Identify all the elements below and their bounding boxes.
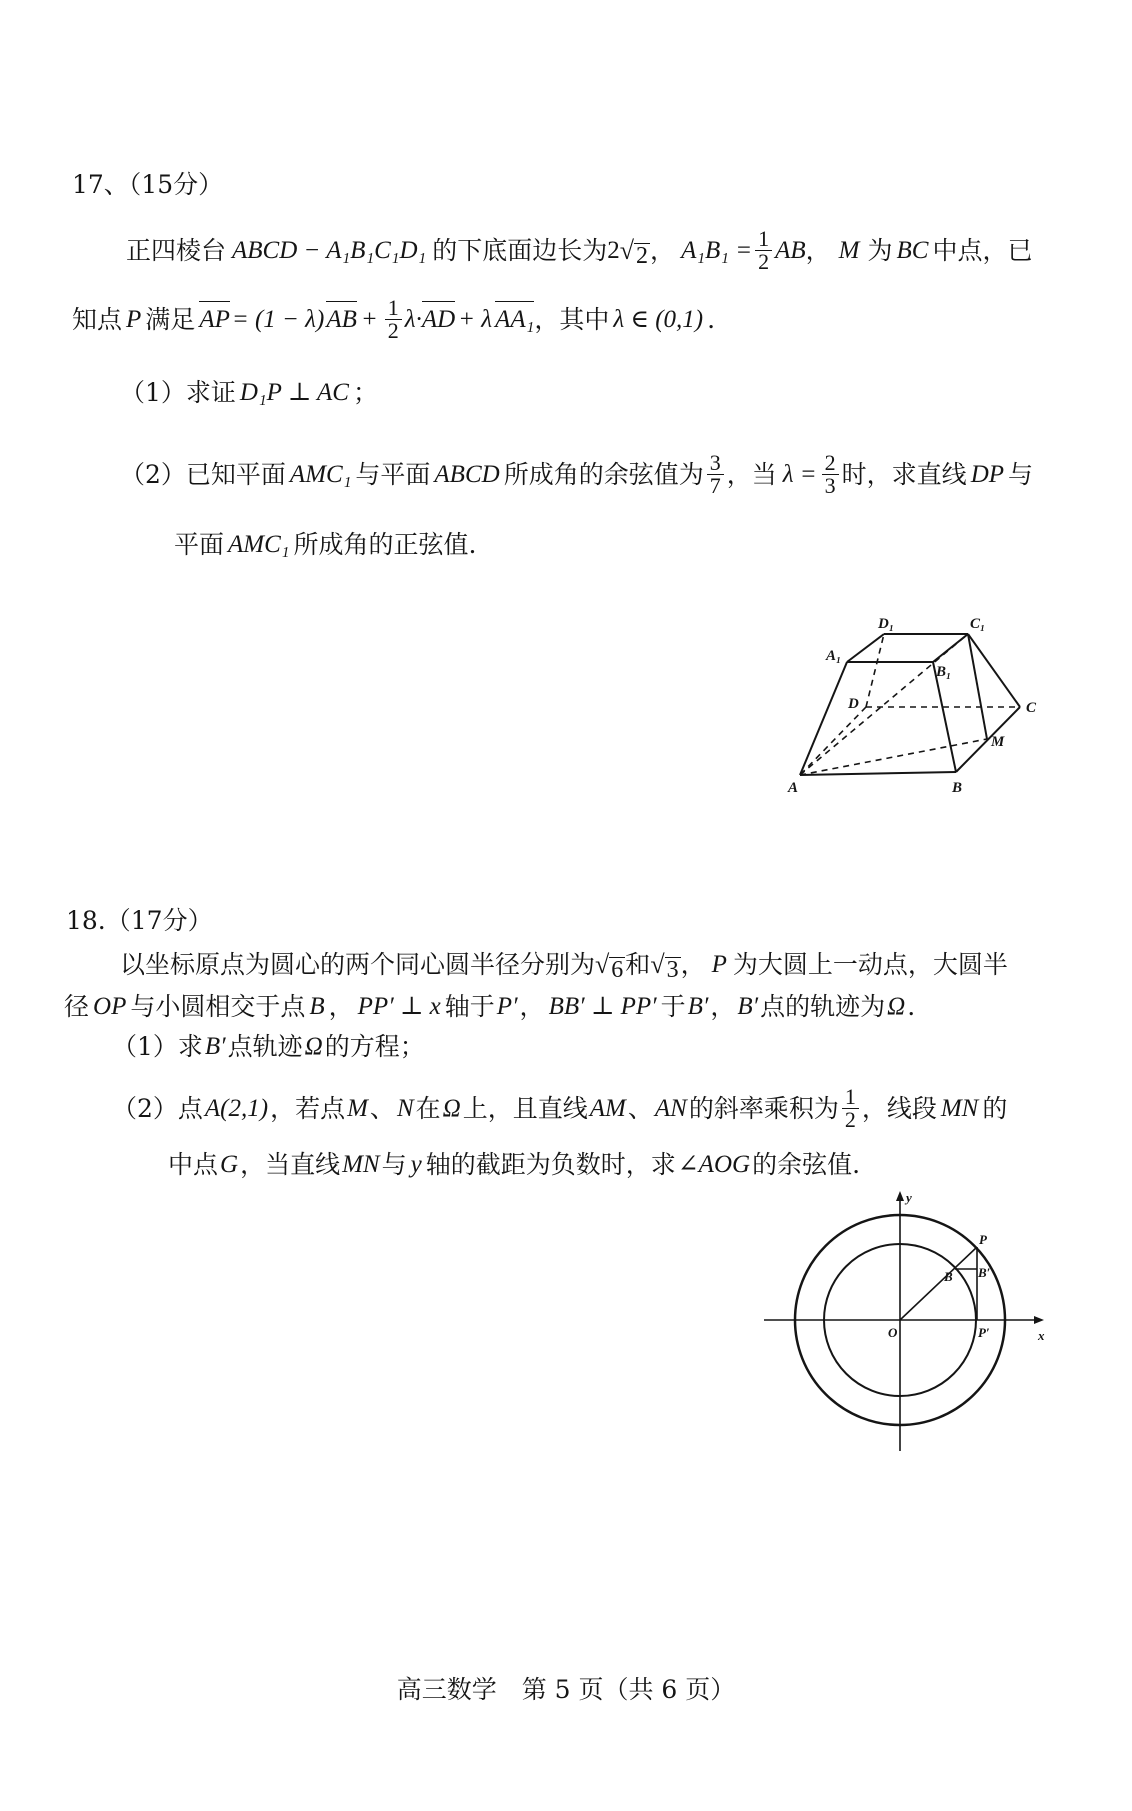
frustum-figure bbox=[770, 600, 1060, 800]
label-o: O bbox=[888, 1325, 898, 1340]
vector-ab: AB bbox=[326, 303, 357, 337]
label-b1: B₁ bbox=[936, 664, 952, 680]
vector-ad: AD bbox=[422, 303, 455, 337]
q18-part-1: （1）求 B′ 点轨迹 Ω 的方程； bbox=[112, 1032, 425, 1061]
label-x: x bbox=[1038, 1328, 1045, 1343]
sqrt-expression: 2 √ 2 bbox=[607, 235, 649, 269]
q18-line-1: 以坐标原点为圆心的两个同心圆半径分别为 √ 6 和 √ 3 ， P 为大圆上一动点，大圆半 bbox=[120, 950, 1008, 983]
q17-part-2-cont: 平面 AMC₁ 所成角的正弦值. bbox=[174, 530, 477, 559]
label-c1: C₁ bbox=[970, 616, 986, 632]
label-b: B bbox=[944, 1269, 953, 1284]
sqrt-3: √ 3 bbox=[650, 950, 679, 983]
label-b: B bbox=[952, 780, 963, 796]
y-axis-arrow bbox=[896, 1191, 904, 1201]
fraction-half-2: $\frac{1}{2}$ bbox=[385, 297, 402, 342]
label-d: D bbox=[848, 696, 859, 712]
fraction-3-7: $\frac{3}{7}$ bbox=[707, 452, 724, 497]
q18-header: 18.（17分） bbox=[66, 906, 213, 935]
circles-figure bbox=[760, 1185, 1050, 1455]
q17-part-1: （1）求证 D₁P ⊥ AC ； bbox=[120, 378, 378, 407]
fraction-half-3: $\frac{1}{2}$ bbox=[842, 1086, 859, 1131]
label-b-prime: B′ bbox=[978, 1265, 991, 1280]
sqrt-6: √ 6 bbox=[595, 950, 624, 983]
vector-ap: AP bbox=[199, 303, 230, 337]
q17-header: 17、（15分） bbox=[72, 170, 224, 199]
q17-line-2: 知点 P 满足 AP = (1 − λ) AB + $\frac{1}{2}$ λ· AD + λ AA₁ ，其中 λ ∈ (0,1) . bbox=[72, 295, 716, 343]
label-p-prime: P′ bbox=[978, 1325, 990, 1340]
label-p: P bbox=[979, 1232, 987, 1247]
fraction-2-3: $\frac{2}{3}$ bbox=[822, 452, 839, 497]
q17-part-2: （2）已知平面 AMC₁ 与平面 ABCD 所成角的余弦值为 $\frac{3}{7}$ ，当 λ = $\frac{2}{3}$ 时，求直线 DP 与 bbox=[120, 450, 1034, 498]
label-a: A bbox=[788, 780, 799, 796]
q17-line-1: 正四棱台 ABCD − A₁B₁C₁D₁ 的下底面边长为 2 √ 2 ， A₁B₁ = $\frac{1}{2}$ AB ， M 为 BC 中点，已 bbox=[126, 226, 1033, 274]
label-m: M bbox=[991, 734, 1005, 750]
q18-part-2: （2）点 A(2,1) ，若点 M 、 N 在 Ω 上，且直线 AM 、 AN 的斜率乘积为 $\frac{1}{2}$ ，线段 MN 的 bbox=[112, 1084, 1008, 1132]
fraction-half: $\frac{1}{2}$ bbox=[755, 228, 772, 273]
x-axis-arrow bbox=[1034, 1316, 1044, 1324]
label-d1: D₁ bbox=[878, 616, 895, 632]
label-c: C bbox=[1026, 700, 1037, 716]
q18-part-2-cont: 中点 G ，当直线 MN 与 y 轴的截距为负数时，求 ∠AOG 的余弦值. bbox=[168, 1150, 861, 1179]
q18-line-2: 径 OP 与小圆相交于点 B ， PP′ ⊥ x 轴于 P′ ， BB′ ⊥ PP′ 于 B′ ， B′ 点的轨迹为 Ω . bbox=[64, 992, 916, 1021]
label-y: y bbox=[906, 1190, 912, 1205]
label-a1: A₁ bbox=[826, 648, 842, 664]
vector-aa1: AA₁ bbox=[495, 303, 534, 337]
page-footer: 高三数学 第 5 页（共 6 页） bbox=[396, 1675, 736, 1704]
